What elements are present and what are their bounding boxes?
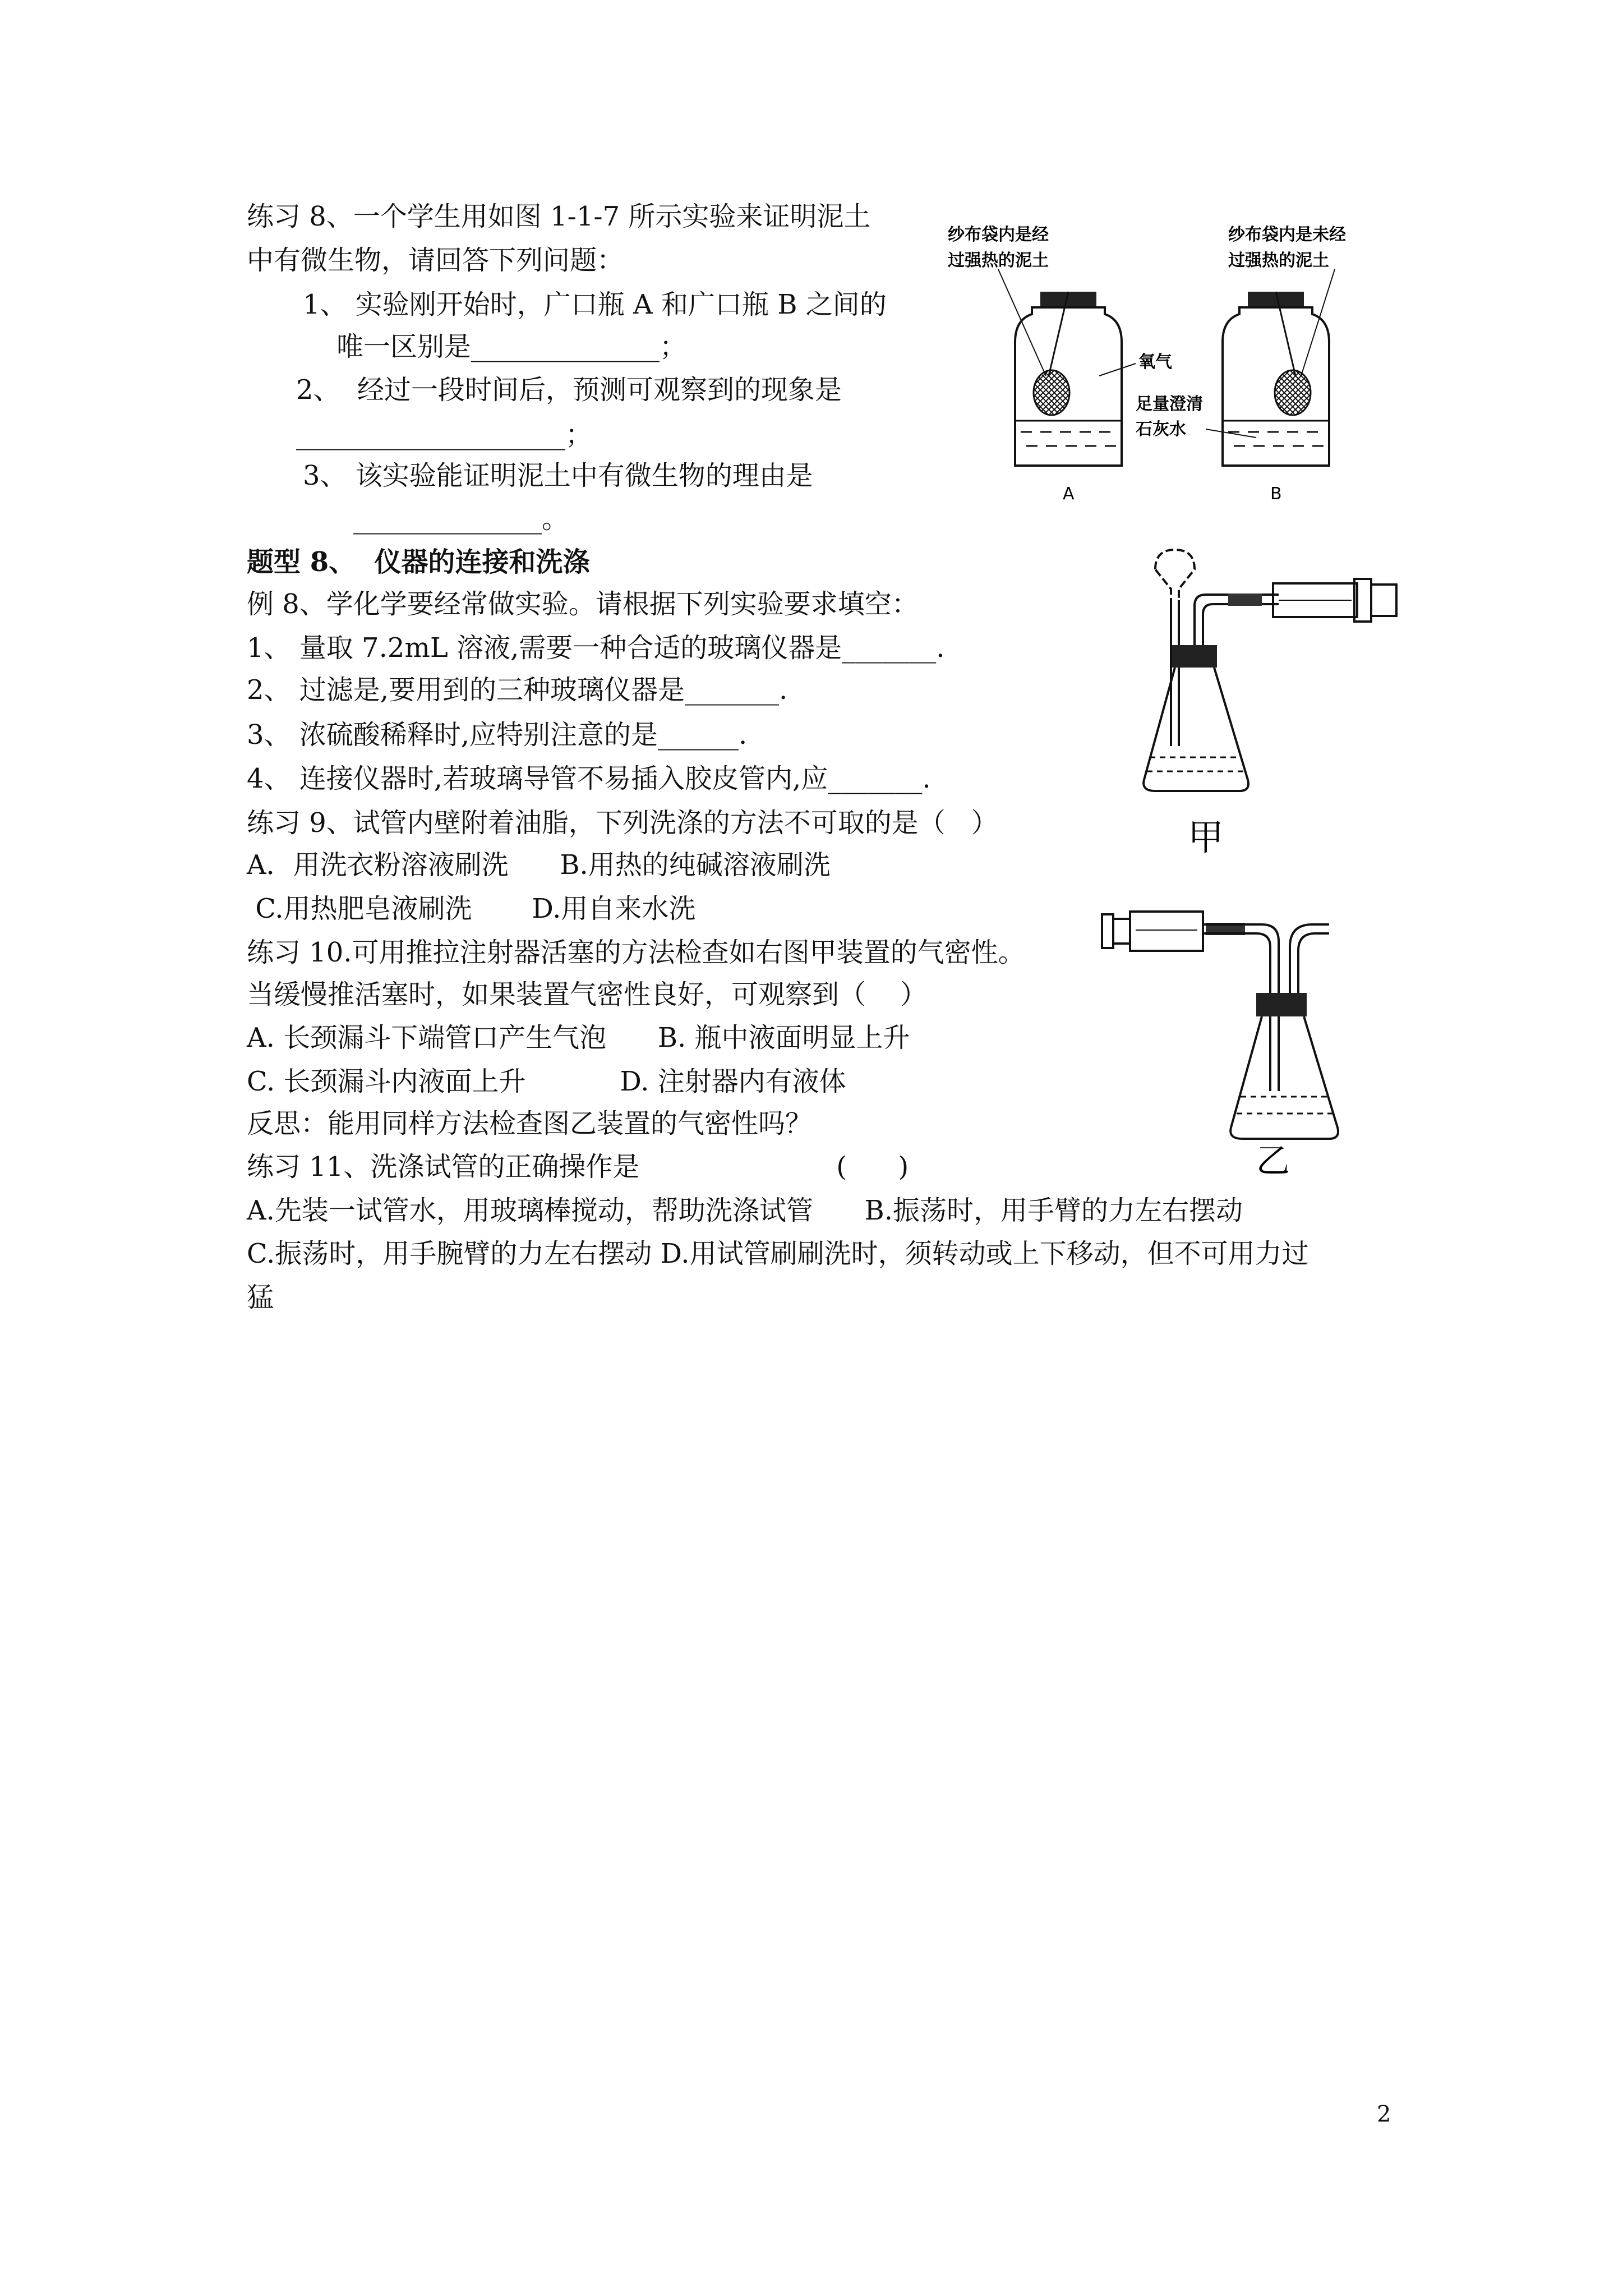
apparatus-yi-figure — [1094, 898, 1385, 1178]
practice8-q3b: ______________。 — [353, 503, 569, 535]
oxygen-label: 氧气 — [1138, 352, 1172, 372]
fig-yi-label: 乙 — [1256, 1142, 1290, 1178]
practice10-stem2: 当缓慢推活塞时，如果装置气密性良好，可观察到（ ） — [247, 979, 928, 1010]
bottle-b — [1223, 269, 1335, 504]
practice8-line2: 中有微生物，请回答下列问题： — [247, 245, 624, 276]
limewater-label2: 石灰水 — [1136, 420, 1186, 439]
practice8-line1: 练习 8、一个学生用如图 1-1-7 所示实验来证明泥土 — [247, 201, 871, 232]
label-a-top2: 过强热的泥土 — [948, 251, 1049, 270]
bottle-a-label: A — [1063, 484, 1075, 504]
practice10-stem1: 练习 10.可用推拉注射器活塞的方法检查如右图甲装置的气密性。 — [247, 937, 1025, 968]
practice8-q1a: 1、 实验刚开始时，广口瓶 A 和广口瓶 B 之间的 — [303, 289, 887, 320]
section-heading: 题型 8、 仪器的连接和洗涤 — [247, 546, 590, 578]
practice9-stem: 练习 9、试管内壁附着油脂，下列洗涤的方法不可取的是（ ） — [247, 807, 998, 839]
practice10-reflection: 反思：能用同样方法检查图乙装置的气密性吗？ — [247, 1108, 813, 1139]
practice8-q2a: 2、 经过一段时间后，预测可观察到的现象是 — [296, 374, 842, 406]
practice11-stem: 练习 11、洗涤试管的正确操作是 ( ) — [247, 1151, 909, 1182]
practice9-options-cd: C.用热肥皂液刷洗 D.用自来水洗 — [247, 893, 696, 924]
label-a-top1: 纱布袋内是经 — [948, 225, 1049, 245]
practice9-options-ab: A．用洗衣粉溶液刷洗 B.用热的纯碱溶液刷洗 — [247, 849, 831, 881]
bottle-b-label: B — [1270, 484, 1282, 504]
fig-jia-label: 甲 — [1188, 817, 1224, 859]
practice10-options-ab: A. 长颈漏斗下端管口产生气泡 B. 瓶中液面明显上升 — [247, 1022, 910, 1053]
limewater-label1: 足量澄清 — [1136, 394, 1203, 414]
apparatus-jia-figure — [1133, 539, 1402, 864]
example8-q4: 4、 连接仪器时,若玻璃导管不易插入胶皮管内,应_______. — [247, 763, 931, 794]
example8-q1: 1、 量取 7.2mL 溶液,需要一种合适的玻璃仪器是_______. — [247, 632, 945, 664]
example8-q2: 2、 过滤是,要用到的三种玻璃仪器是_______. — [247, 674, 788, 706]
practice8-q3a: 3、 该实验能证明泥土中有微生物的理由是 — [303, 460, 813, 491]
bottle-a — [998, 269, 1122, 504]
label-b-top2: 过强热的泥土 — [1228, 251, 1329, 270]
page-number: 2 — [1377, 2101, 1391, 2127]
example8-q3: 3、 浓硫酸稀释时,应特别注意的是______. — [247, 719, 748, 751]
example8: 例 8、学化学要经常做实验。请根据下列实验要求填空： — [247, 588, 919, 620]
label-b-top1: 纱布袋内是未经 — [1228, 225, 1346, 245]
practice8-q1b: 唯一区别是______________； — [336, 331, 687, 362]
practice8-q2b: ____________________； — [296, 419, 593, 450]
bottles-figure — [942, 208, 1368, 522]
practice11-options-cd: C.振荡时，用手腕臂的力左右摆动 D.用试管刷刷洗时，须转动或上下移动，但不可用力过 — [247, 1238, 1309, 1269]
practice10-options-cd: C. 长颈漏斗内液面上升 D. 注射器内有液体 — [247, 1066, 846, 1097]
practice11-options-ab: A.先装一试管水，用玻璃棒搅动，帮助洗涤试管 B.振荡时，用手臂的力左右摆动 — [247, 1195, 1243, 1226]
practice11-options-cd-cont: 猛 — [247, 1282, 274, 1313]
